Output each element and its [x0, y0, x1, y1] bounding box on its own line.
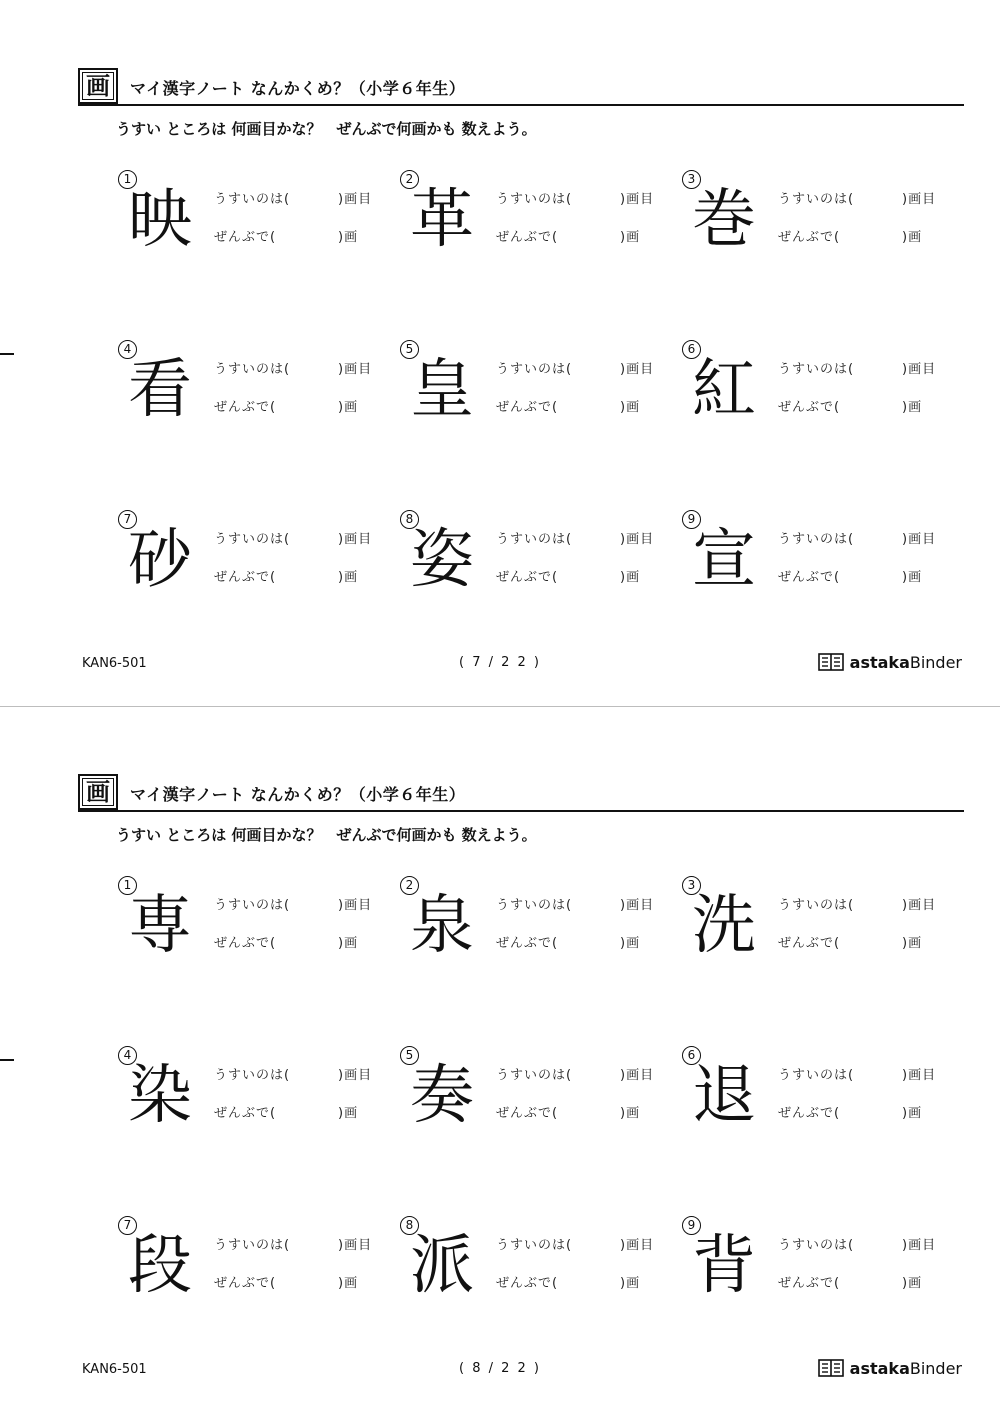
instruction-text: うすい ところは 何画目かな？ ぜんぶで何画かも 数えよう。: [116, 120, 537, 138]
total-stroke-unit: )画: [620, 570, 641, 585]
item-number: 6: [682, 340, 701, 359]
kanji-item: [682, 1216, 942, 1316]
total-stroke-unit: )画: [338, 1276, 359, 1291]
kanji-item: [118, 876, 378, 976]
faint-stroke-unit: )画目: [338, 1068, 373, 1083]
faint-stroke-label: うすいのは(: [496, 1068, 573, 1083]
item-number: 8: [400, 510, 419, 529]
faint-stroke-unit: )画目: [620, 898, 655, 913]
kanji-item: [400, 1216, 660, 1316]
faint-stroke-unit: )画目: [620, 362, 655, 377]
faint-stroke-unit: )画目: [338, 898, 373, 913]
item-number: 8: [400, 1216, 419, 1235]
kanji-item: [682, 170, 942, 270]
header-icon: 画: [82, 72, 114, 100]
header-rule: [78, 810, 964, 812]
total-stroke-unit: )画: [902, 400, 923, 415]
faint-stroke-unit: )画目: [620, 192, 655, 207]
faint-stroke-label: うすいのは(: [778, 362, 855, 377]
kanji-item: [682, 510, 942, 610]
kanji-character: 看: [128, 353, 192, 427]
kanji-character: 革: [410, 183, 474, 257]
total-stroke-unit: )画: [902, 936, 923, 951]
faint-stroke-unit: )画目: [338, 532, 373, 547]
instruction-text: うすい ところは 何画目かな？ ぜんぶで何画かも 数えよう。: [116, 826, 537, 844]
total-stroke-unit: )画: [620, 1106, 641, 1121]
punch-mark: [0, 1059, 14, 1061]
faint-stroke-label: うすいのは(: [214, 532, 291, 547]
faint-stroke-unit: )画目: [620, 1238, 655, 1253]
item-number: 3: [682, 876, 701, 895]
faint-stroke-unit: )画目: [902, 532, 937, 547]
kanji-character: 泉: [410, 889, 474, 963]
total-stroke-label: ぜんぶで(: [778, 230, 841, 245]
faint-stroke-unit: )画目: [620, 1068, 655, 1083]
header-icon-box: [78, 774, 118, 810]
faint-stroke-unit: )画目: [620, 532, 655, 547]
brand-logo: [818, 652, 962, 672]
total-stroke-label: ぜんぶで(: [778, 570, 841, 585]
kanji-item: [118, 170, 378, 270]
item-number: 6: [682, 1046, 701, 1065]
kanji-character: 派: [410, 1229, 474, 1303]
kanji-item: [682, 340, 942, 440]
total-stroke-label: ぜんぶで(: [778, 400, 841, 415]
faint-stroke-label: うすいのは(: [778, 532, 855, 547]
kanji-character: 背: [692, 1229, 756, 1303]
faint-stroke-unit: )画目: [902, 1238, 937, 1253]
kanji-item: [400, 510, 660, 610]
kanji-item: [118, 510, 378, 610]
faint-stroke-label: うすいのは(: [496, 362, 573, 377]
total-stroke-label: ぜんぶで(: [496, 230, 559, 245]
kanji-character: 皇: [410, 353, 474, 427]
faint-stroke-unit: )画目: [902, 1068, 937, 1083]
total-stroke-label: ぜんぶで(: [496, 400, 559, 415]
faint-stroke-label: うすいのは(: [778, 1068, 855, 1083]
kanji-character: 染: [128, 1059, 192, 1133]
brand-logo: [818, 1358, 962, 1378]
kanji-character: 退: [692, 1059, 756, 1133]
total-stroke-unit: )画: [902, 230, 923, 245]
header-rule: [78, 104, 964, 106]
item-number: 2: [400, 170, 419, 189]
faint-stroke-unit: )画目: [338, 362, 373, 377]
total-stroke-unit: )画: [902, 570, 923, 585]
kanji-item: [118, 1046, 378, 1146]
worksheet-code: KAN6-501: [82, 1362, 147, 1377]
item-number: 2: [400, 876, 419, 895]
brand-name-b: Binder: [909, 652, 962, 672]
page-title: マイ漢字ノート なんかくめ？（小学６年生）: [130, 79, 466, 98]
total-stroke-label: ぜんぶで(: [778, 936, 841, 951]
kanji-item: [118, 1216, 378, 1316]
kanji-character: 専: [128, 889, 192, 963]
kanji-item: [118, 340, 378, 440]
page-title: マイ漢字ノート なんかくめ？（小学６年生）: [130, 785, 466, 804]
item-number: 9: [682, 510, 701, 529]
total-stroke-label: ぜんぶで(: [214, 1106, 277, 1121]
faint-stroke-label: うすいのは(: [214, 362, 291, 377]
total-stroke-unit: )画: [338, 1106, 359, 1121]
kanji-item: [400, 170, 660, 270]
book-icon: [818, 1358, 844, 1378]
item-number: 7: [118, 1216, 137, 1235]
faint-stroke-unit: )画目: [902, 192, 937, 207]
total-stroke-label: ぜんぶで(: [214, 400, 277, 415]
total-stroke-label: ぜんぶで(: [214, 936, 277, 951]
kanji-character: 紅: [692, 353, 756, 427]
worksheet-page-1: [0, 0, 1000, 706]
kanji-character: 段: [128, 1229, 192, 1303]
faint-stroke-unit: )画目: [338, 192, 373, 207]
total-stroke-unit: )画: [620, 1276, 641, 1291]
kanji-character: 奏: [410, 1059, 474, 1133]
header-icon-box: [78, 68, 118, 104]
item-number: 5: [400, 1046, 419, 1065]
kanji-character: 巻: [692, 183, 756, 257]
total-stroke-unit: )画: [338, 570, 359, 585]
faint-stroke-unit: )画目: [338, 1238, 373, 1253]
page-number: ( 7 / 2 2 ): [459, 655, 541, 670]
faint-stroke-unit: )画目: [902, 362, 937, 377]
kanji-item: [400, 876, 660, 976]
kanji-character: 姿: [410, 523, 474, 597]
faint-stroke-label: うすいのは(: [496, 898, 573, 913]
total-stroke-label: ぜんぶで(: [214, 570, 277, 585]
kanji-item: [400, 1046, 660, 1146]
faint-stroke-label: うすいのは(: [496, 1238, 573, 1253]
item-number: 5: [400, 340, 419, 359]
faint-stroke-label: うすいのは(: [214, 192, 291, 207]
kanji-character: 洗: [692, 889, 756, 963]
total-stroke-unit: )画: [620, 230, 641, 245]
worksheet-page-2: [0, 706, 1000, 1412]
kanji-item: [682, 876, 942, 976]
punch-mark: [0, 353, 14, 355]
brand-name-a: astaka: [849, 652, 910, 672]
total-stroke-unit: )画: [338, 400, 359, 415]
total-stroke-unit: )画: [338, 936, 359, 951]
item-number: 7: [118, 510, 137, 529]
faint-stroke-label: うすいのは(: [214, 898, 291, 913]
faint-stroke-label: うすいのは(: [214, 1238, 291, 1253]
kanji-character: 宣: [692, 523, 756, 597]
book-icon: [818, 652, 844, 672]
brand-name-b: Binder: [909, 1358, 962, 1378]
total-stroke-label: ぜんぶで(: [778, 1106, 841, 1121]
item-number: 3: [682, 170, 701, 189]
header-icon: 画: [82, 778, 114, 806]
faint-stroke-label: うすいのは(: [496, 532, 573, 547]
brand-name-a: astaka: [849, 1358, 910, 1378]
faint-stroke-label: うすいのは(: [778, 192, 855, 207]
item-number: 1: [118, 876, 137, 895]
worksheet-code: KAN6-501: [82, 656, 147, 671]
item-number: 4: [118, 1046, 137, 1065]
total-stroke-label: ぜんぶで(: [496, 936, 559, 951]
total-stroke-unit: )画: [902, 1276, 923, 1291]
kanji-character: 映: [128, 183, 192, 257]
faint-stroke-label: うすいのは(: [496, 192, 573, 207]
item-number: 1: [118, 170, 137, 189]
kanji-item: [682, 1046, 942, 1146]
total-stroke-label: ぜんぶで(: [214, 230, 277, 245]
kanji-item: [400, 340, 660, 440]
item-number: 9: [682, 1216, 701, 1235]
total-stroke-unit: )画: [620, 936, 641, 951]
total-stroke-unit: )画: [620, 400, 641, 415]
item-number: 4: [118, 340, 137, 359]
kanji-character: 砂: [128, 523, 192, 597]
faint-stroke-label: うすいのは(: [778, 898, 855, 913]
faint-stroke-label: うすいのは(: [214, 1068, 291, 1083]
total-stroke-label: ぜんぶで(: [214, 1276, 277, 1291]
faint-stroke-unit: )画目: [902, 898, 937, 913]
faint-stroke-label: うすいのは(: [778, 1238, 855, 1253]
total-stroke-label: ぜんぶで(: [496, 1276, 559, 1291]
total-stroke-label: ぜんぶで(: [496, 570, 559, 585]
total-stroke-label: ぜんぶで(: [496, 1106, 559, 1121]
total-stroke-unit: )画: [902, 1106, 923, 1121]
total-stroke-label: ぜんぶで(: [778, 1276, 841, 1291]
page-number: ( 8 / 2 2 ): [459, 1361, 541, 1376]
total-stroke-unit: )画: [338, 230, 359, 245]
